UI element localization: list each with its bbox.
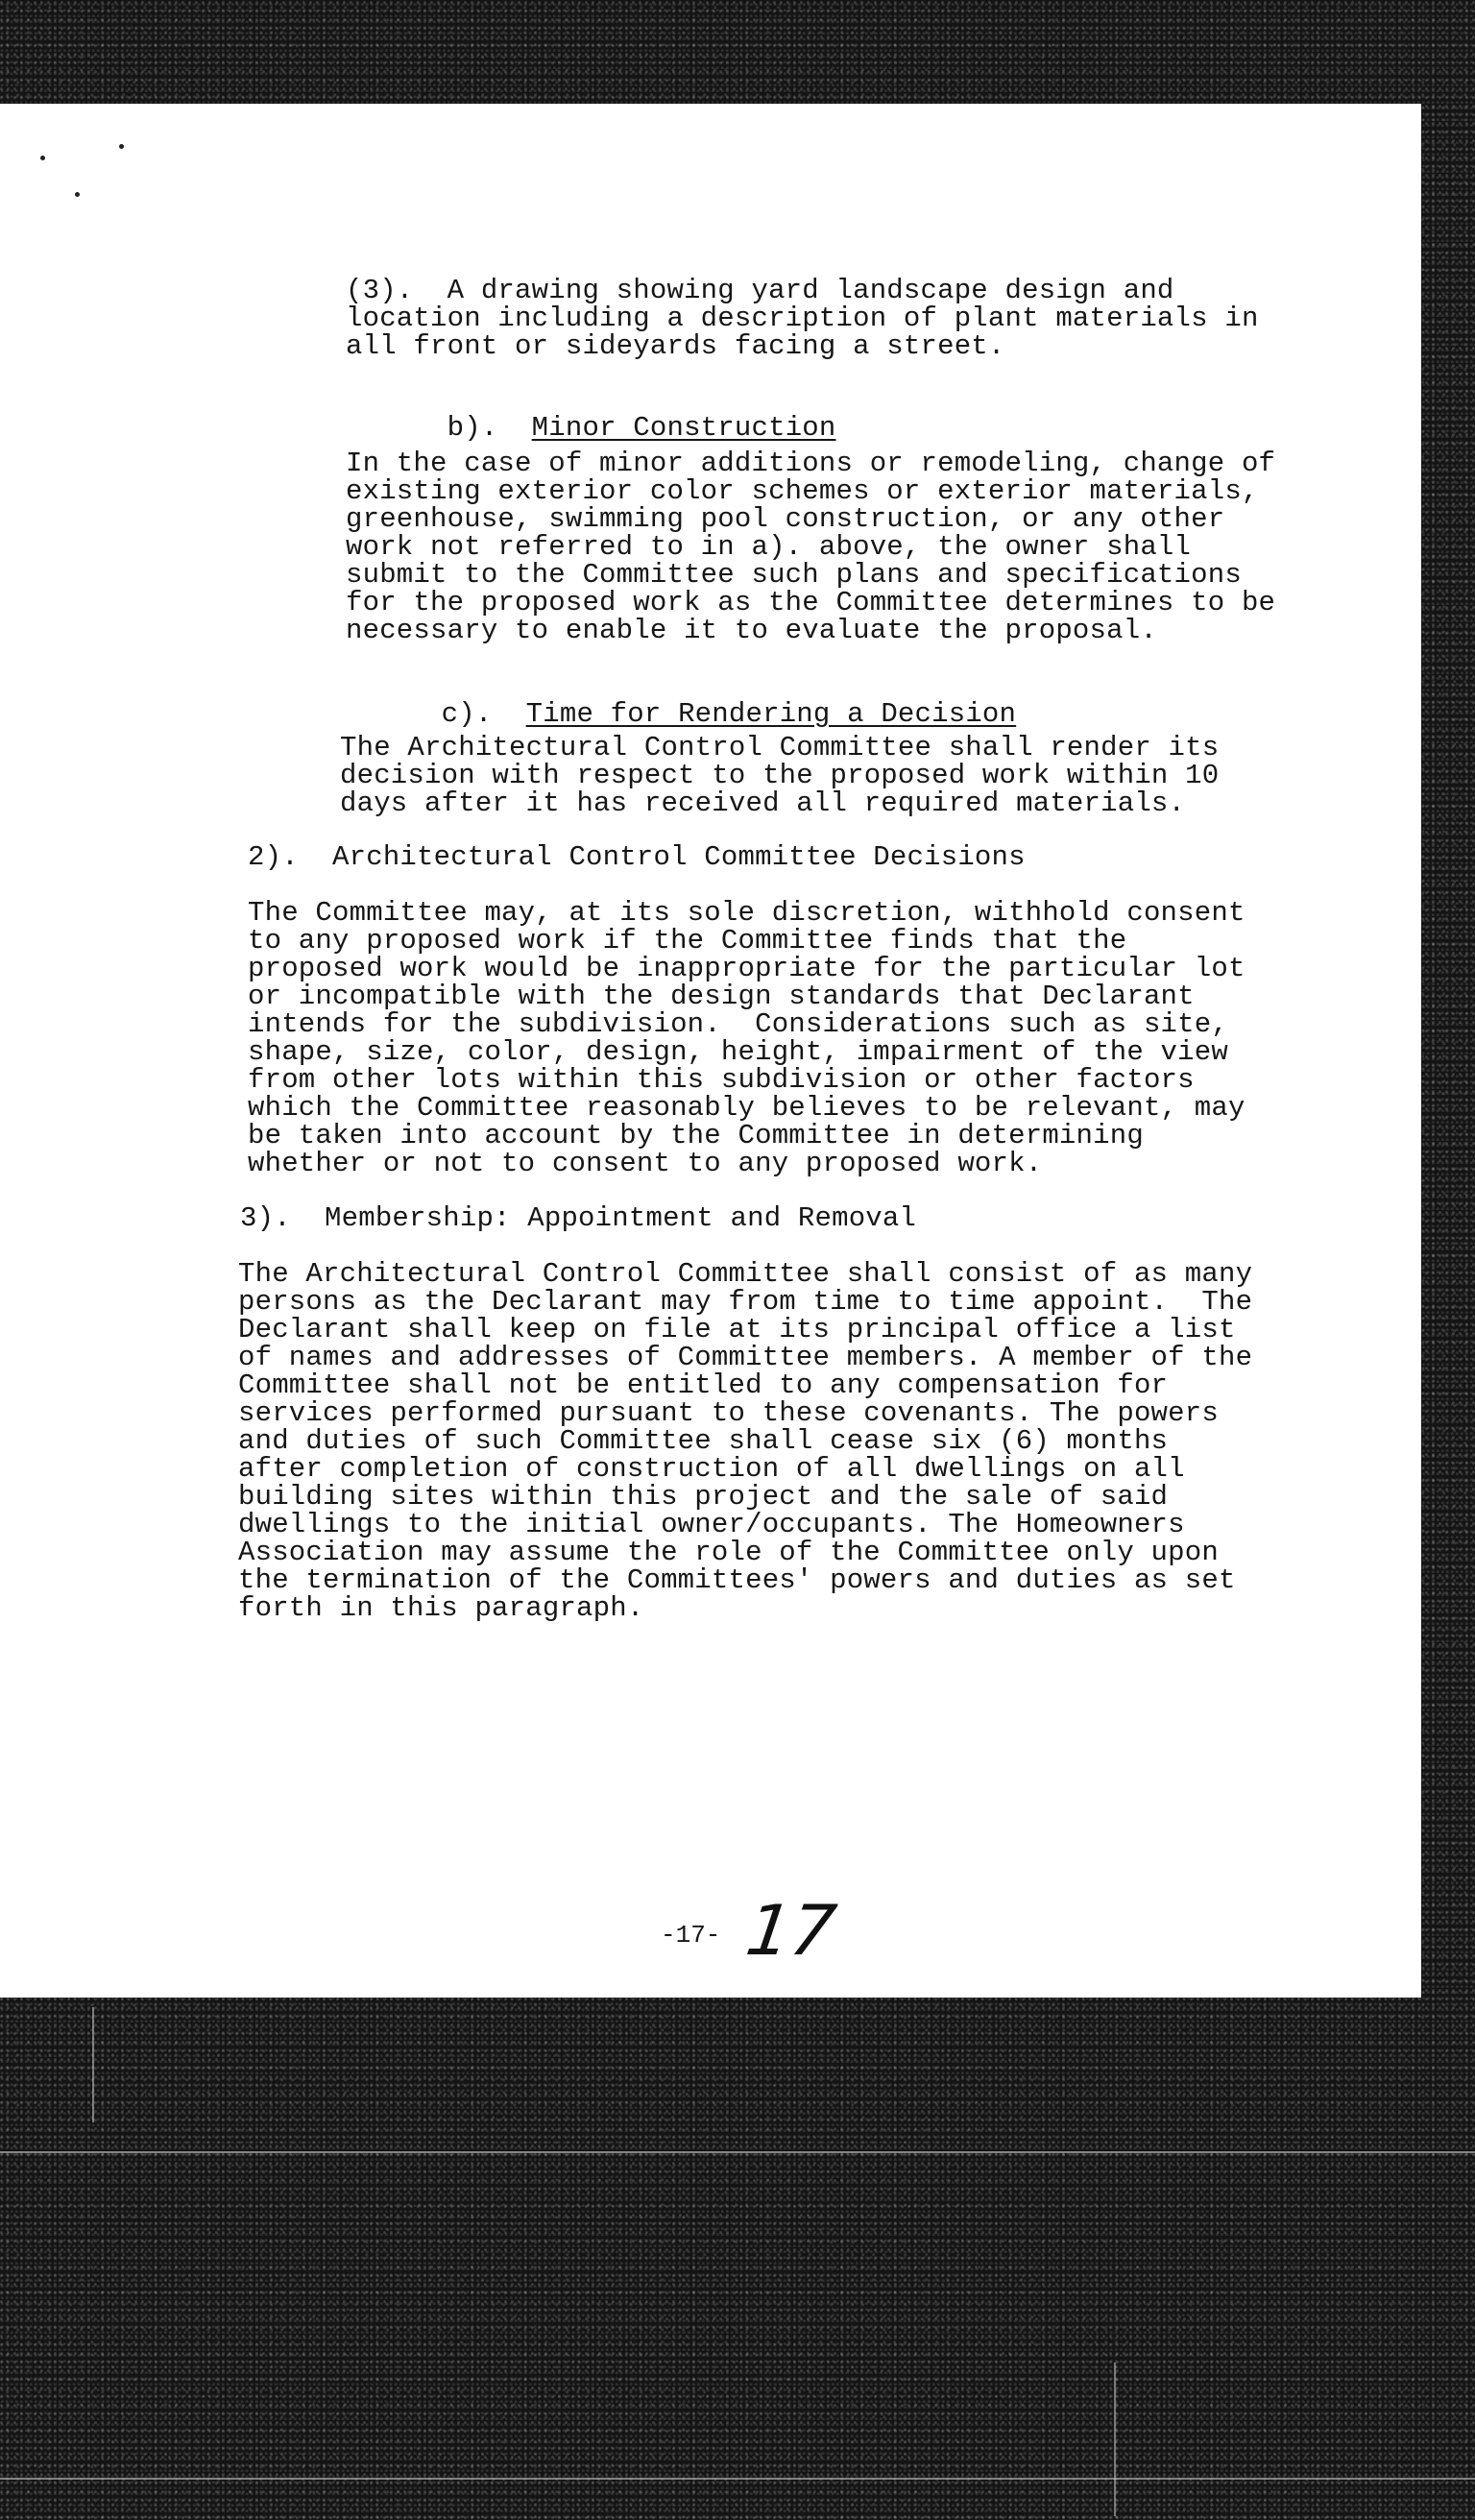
section-2-line: be taken into account by the Committee in determining (248, 1120, 1144, 1151)
section-3-line: The Architectural Control Committee shall consist of as many (238, 1258, 1253, 1290)
section-2-line: or incompatible with the design standards that Declarant (248, 981, 1195, 1012)
section-2-line: which the Committee reasonably believes to be relevant, may (248, 1092, 1245, 1124)
item-a3-line: (3). A drawing showing yard landscape design and (346, 275, 1174, 306)
section-2-line: The Committee may, at its sole discretion, withhold consent (248, 897, 1245, 929)
section-c-line: The Architectural Control Committee shall render its (340, 732, 1220, 763)
scan-speck (119, 144, 124, 149)
section-3-line: and duties of such Committee shall cease six (6) months (238, 1425, 1169, 1457)
section-2-line: proposed work would be inappropriate for the particular lot (248, 953, 1245, 984)
scan-artifact-line (92, 2007, 94, 2122)
section-b-line: existing exterior color schemes or exterior materials, (346, 475, 1259, 507)
section-b-line: for the proposed work as the Committee determines to be (346, 587, 1276, 618)
handwritten-page-number: 17 (741, 1890, 841, 1971)
document-page (0, 104, 1421, 1998)
section-2-heading: 2). Architectural Control Committee Decisions (248, 841, 1026, 873)
section-c-line: days after it has received all required materials. (340, 788, 1186, 819)
scan-artifact-line (0, 2151, 1475, 2153)
item-a3-line: all front or sideyards facing a street. (346, 330, 1005, 362)
section-2-line: whether or not to consent to any proposed work. (248, 1148, 1043, 1179)
section-3-heading: 3). Membership: Appointment and Removal (240, 1202, 917, 1234)
section-3-line: forth in this paragraph. (238, 1592, 644, 1624)
section-3-line: the termination of the Committees' powers and duties as set (238, 1564, 1236, 1596)
section-3-line: Association may assume the role of the Committee only upon (238, 1537, 1219, 1568)
scan-artifact-line (0, 2478, 1475, 2480)
section-b-title: Minor Construction (531, 412, 836, 444)
section-c-title: Time for Rendering a Decision (525, 698, 1017, 730)
section-3-line: building sites within this project and the sale of said (238, 1481, 1169, 1513)
section-2-line: shape, size, color, design, height, impairment of the view (248, 1036, 1228, 1068)
section-3-line: dwellings to the initial owner/occupants. The Homeowners (238, 1509, 1185, 1540)
scan-speck (40, 156, 45, 160)
section-3-line: of names and addresses of Committee members. A member of the (238, 1342, 1253, 1373)
section-b-line: work not referred to in a). above, the owner shall (346, 531, 1192, 563)
section-3-line: after completion of construction of all dwellings on all (238, 1453, 1185, 1485)
scan-artifact-line (1114, 2362, 1116, 2516)
section-c-marker: c). (441, 698, 493, 730)
section-2-line: intends for the subdivision. Considerations such as site, (248, 1008, 1228, 1040)
section-2-line: to any proposed work if the Committee finds that the (248, 925, 1127, 957)
section-b-line: submit to the Committee such plans and specifications (346, 559, 1242, 591)
item-a3-line: location including a description of plant materials in (346, 303, 1259, 334)
scan-speck (75, 192, 80, 197)
section-b-line: necessary to enable it to evaluate the proposal. (346, 615, 1157, 646)
section-b-line: In the case of minor additions or remodeling, change of (346, 448, 1276, 479)
section-3-line: Committee shall not be entitled to any compensation for (238, 1369, 1169, 1401)
section-3-line: persons as the Declarant may from time to time appoint. The (238, 1286, 1253, 1318)
section-b-line: greenhouse, swimming pool construction, or any other (346, 503, 1225, 535)
section-c-line: decision with respect to the proposed work within 10 (340, 760, 1220, 791)
section-3-line: services performed pursuant to these covenants. The powers (238, 1397, 1219, 1429)
section-b-marker: b). (447, 412, 498, 444)
page-number: -17- (661, 1921, 721, 1950)
section-2-line: from other lots within this subdivision or other factors (248, 1064, 1195, 1096)
section-3-line: Declarant shall keep on file at its principal office a list (238, 1314, 1236, 1345)
